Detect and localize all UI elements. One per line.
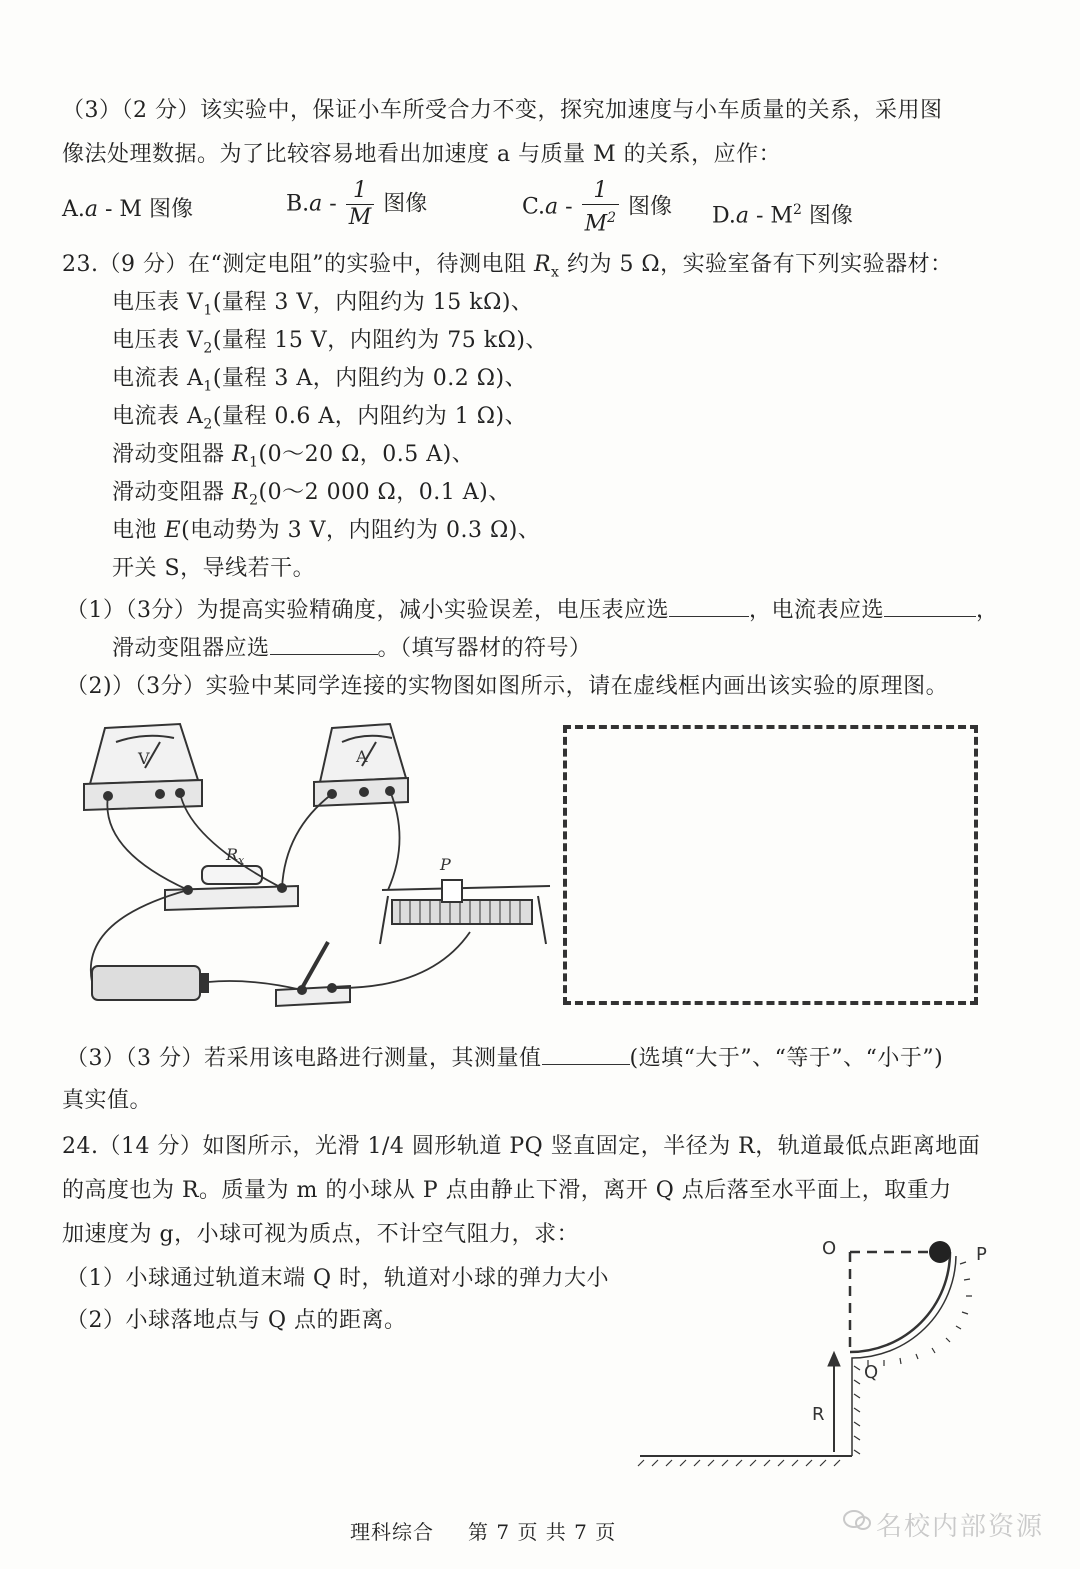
answer-blank-ammeter[interactable] <box>884 594 976 617</box>
footer-subject: 理科综合 <box>350 1520 434 1544</box>
ammeter-label: A <box>356 747 368 766</box>
q24-sub1: （1）小球通过轨道末端 Q 时，轨道对小球的弹力大小 <box>66 1266 610 1291</box>
option-d: $D.a - M^2$ 图像 <box>712 202 853 229</box>
q23-part2: （2)）（3分）实验中某同学连接的实物图如图所示，请在虚线框内画出该实验的原理图。 <box>66 674 949 699</box>
q24-line2: 的高度也为 R。质量为 m 的小球从 P 点由静止下滑，离开 Q 点后落至水平面上，取重力 <box>62 1178 952 1203</box>
q24-line3: 加速度为 g，小球可视为质点，不计空气阻力，求： <box>62 1222 580 1247</box>
label-q: Q <box>864 1362 879 1383</box>
label-o: O <box>822 1238 837 1259</box>
q23-part3-line2: 真实值。 <box>62 1088 153 1113</box>
q23-header: 23.（9 分）在“测定电阻”的实验中，待测电阻 $R_x$ 约为 5 Ω，实验室备有下列实验器材： <box>62 252 953 281</box>
slider-label: P <box>440 855 451 874</box>
answer-blank-voltmeter[interactable] <box>669 594 749 617</box>
equipment-item: 电压表 $V_2$(量程 15 V，内阻约为 75 kΩ)、 <box>112 328 548 357</box>
label-p: P <box>976 1244 987 1265</box>
q23-part3-line1: （3）（3 分）若采用该电路进行测量，其测量值 (选填“大于”、“等于”、“小于”) <box>66 1042 943 1074</box>
resistor-label: $R_x$ <box>226 845 245 867</box>
switch-icon <box>276 942 350 1006</box>
q24-sub2: （2）小球落地点与 Q 点的距离。 <box>66 1308 407 1333</box>
fraction-1-over-m: $\frac{1}{M}$ <box>346 178 375 231</box>
label-r: R <box>812 1404 825 1425</box>
q23-part1-line1: （1）（3分）为提高实验精确度，减小实验误差，电压表应选 ，电流表应选 ， <box>66 594 999 626</box>
equipment-item: 滑动变阻器 $R_2(0\sim 2$ 000 Ω，0.1 A)、 <box>112 480 511 509</box>
q22-part3-line1: （3）（2 分）该实验中，保证小车所受合力不变，探究加速度与小车质量的关系，采用图 <box>62 98 943 123</box>
option-a: A.a - M 图像 <box>62 197 193 222</box>
answer-blank-rheostat[interactable] <box>270 632 378 655</box>
option-c: C.a - $\frac{1}{M^2}$ 图像 <box>522 178 673 237</box>
fraction-1-over-m-squared: $\frac{1}{M^2}$ <box>582 178 619 237</box>
equipment-item: 电压表 $V_1$(量程 3 V，内阻约为 15 kΩ)、 <box>112 290 534 319</box>
circuit-figure <box>70 720 560 1020</box>
track-figure <box>630 1230 1010 1470</box>
battery-icon <box>92 966 208 1000</box>
voltmeter-label: V <box>138 749 150 768</box>
equipment-item: 电流表 $A_2$(量程 0.6 A，内阻约为 1 Ω)、 <box>112 404 528 433</box>
rheostat-icon <box>380 880 550 944</box>
q23-part1-line2: 滑动变阻器应选 。（填写器材的符号） <box>112 632 592 664</box>
footer-page-number: 第 7 页 共 7 页 <box>468 1520 617 1544</box>
option-b: B.a - $\frac{1}{M}$ 图像 <box>286 178 428 230</box>
q22-part3-line2: 像法处理数据。为了比较容易地看出加速度 a 与质量 M 的关系，应作： <box>62 142 782 167</box>
equipment-item: 电流表 $A_1$(量程 3 A，内阻约为 0.2 Ω)、 <box>112 366 528 395</box>
answer-drawing-box[interactable] <box>563 725 978 1005</box>
ball-icon <box>929 1241 951 1263</box>
equipment-item: 滑动变阻器 $R_1(0\sim 20$ Ω，0.5 A)、 <box>112 442 475 471</box>
wechat-icon <box>842 1508 872 1532</box>
equipment-item: 电池 E(电动势为 3 V，内阻约为 0.3 Ω)、 <box>112 518 541 543</box>
equipment-item: 开关 S，导线若干。 <box>112 556 316 581</box>
answer-blank-measurement[interactable] <box>542 1042 630 1065</box>
q24-line1: 24.（14 分）如图所示，光滑 1/4 圆形轨道 PQ 竖直固定，半径为 R，轨道最低点距离地面 <box>62 1134 981 1159</box>
watermark: 名校内部资源 <box>876 1512 1045 1542</box>
